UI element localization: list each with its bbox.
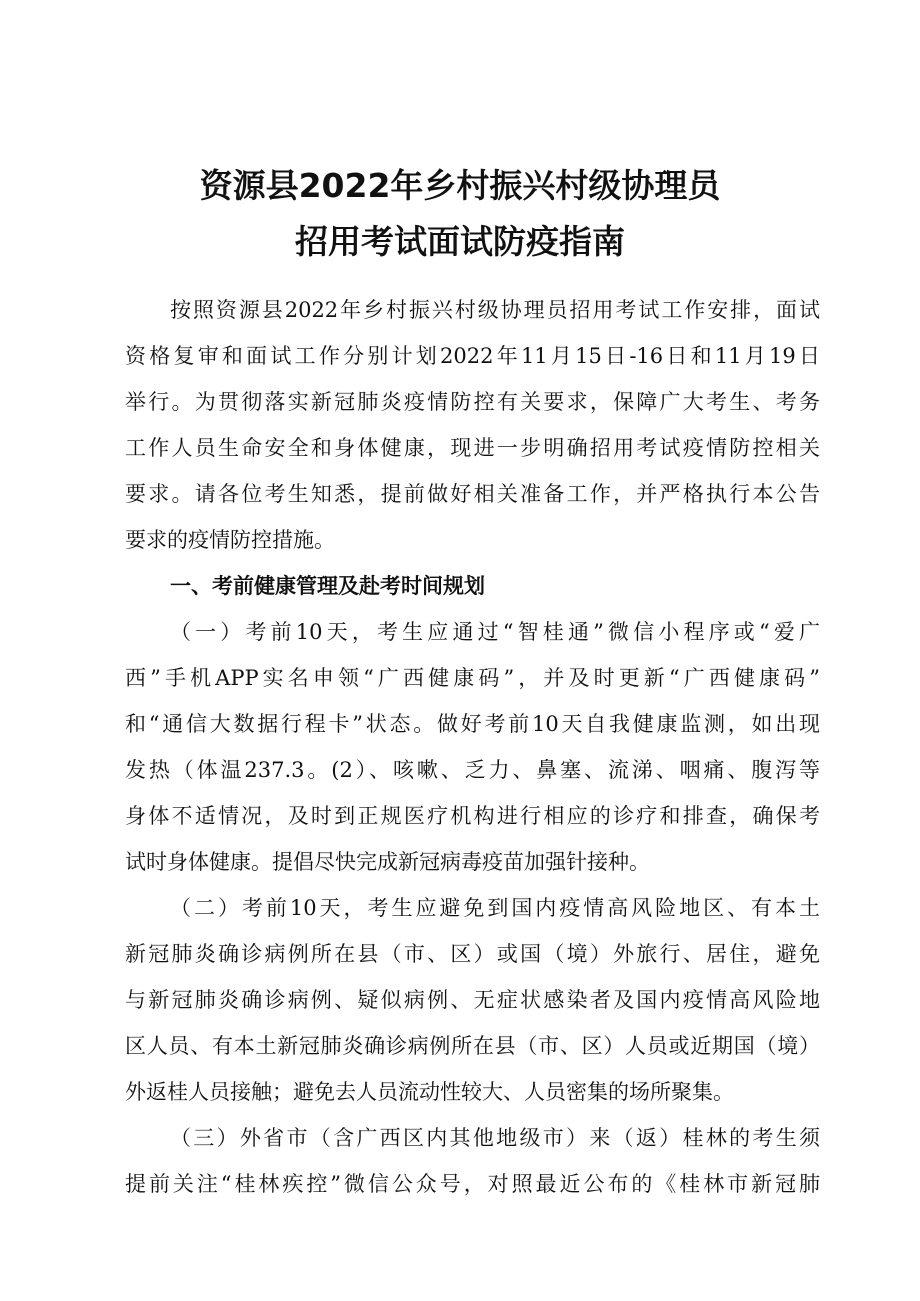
intro-paragraph-line: 举行。为贯彻落实新冠肺炎疫情防控有关要求，保障广大考生、考务	[125, 390, 820, 414]
item-2-line: （二）考前10天，考生应避免到国内疫情高风险地区、有本土	[170, 896, 820, 920]
item-2-line: 区人员、有本土新冠肺炎确诊病例所在县（市、区）人员或近期国（境）	[125, 1034, 820, 1058]
item-2-line: 新冠肺炎确诊病例所在县（市、区）或国（境）外旅行、居住，避免	[125, 942, 820, 966]
item-2-line: 外返桂人员接触；避免去人员流动性较大、人员密集的场所聚集。	[125, 1080, 734, 1104]
item-1-line: 身体不适情况，及时到正规医疗机构进行相应的诊疗和排查，确保考	[125, 804, 820, 828]
document-title-line-2: 招用考试面试防疫指南	[295, 222, 625, 261]
item-1-line: 和“通信大数据行程卡”状态。做好考前10天自我健康监测，如出现	[125, 712, 820, 736]
intro-paragraph-line: 资格复审和面试工作分别计划2022年11月15日-16日和11月19日	[125, 344, 820, 368]
intro-paragraph-line: 要求。请各位考生知悉，提前做好相关准备工作，并严格执行本公告	[125, 482, 820, 506]
intro-paragraph-line: 要求的疫情防控措施。	[125, 528, 335, 552]
item-3-line: （三）外省市（含广西区内其他地级市）来（返）桂林的考生须	[170, 1126, 820, 1150]
section-heading: 一、考前健康管理及赴考时间规划	[170, 574, 485, 598]
intro-paragraph-line: 工作人员生命安全和身体健康，现进一步明确招用考试疫情防控相关	[125, 436, 820, 460]
item-2-line: 与新冠肺炎确诊病例、疑似病例、无症状感染者及国内疫情高风险地	[125, 988, 820, 1012]
intro-paragraph-line: 按照资源县2022年乡村振兴村级协理员招用考试工作安排，面试	[170, 298, 820, 322]
item-1-line: （一）考前10天，考生应通过“智桂通”微信小程序或“爱广	[170, 620, 820, 644]
item-1-line: 西”手机APP实名申领“广西健康码”，并及时更新“广西健康码”	[125, 666, 820, 690]
item-1-line: 发热（体温237.3。(2）、咳嗽、乏力、鼻塞、流涕、咽痛、腹泻等	[125, 758, 820, 782]
item-3-line: 提前关注“桂林疾控”微信公众号，对照最近公布的《桂林市新冠肺	[125, 1172, 820, 1196]
document-title-line-1: 资源县2022年乡村振兴村级协理员	[199, 166, 721, 205]
item-1-line: 试时身体健康。提倡尽快完成新冠病毒疫苗加强针接种。	[125, 850, 650, 874]
